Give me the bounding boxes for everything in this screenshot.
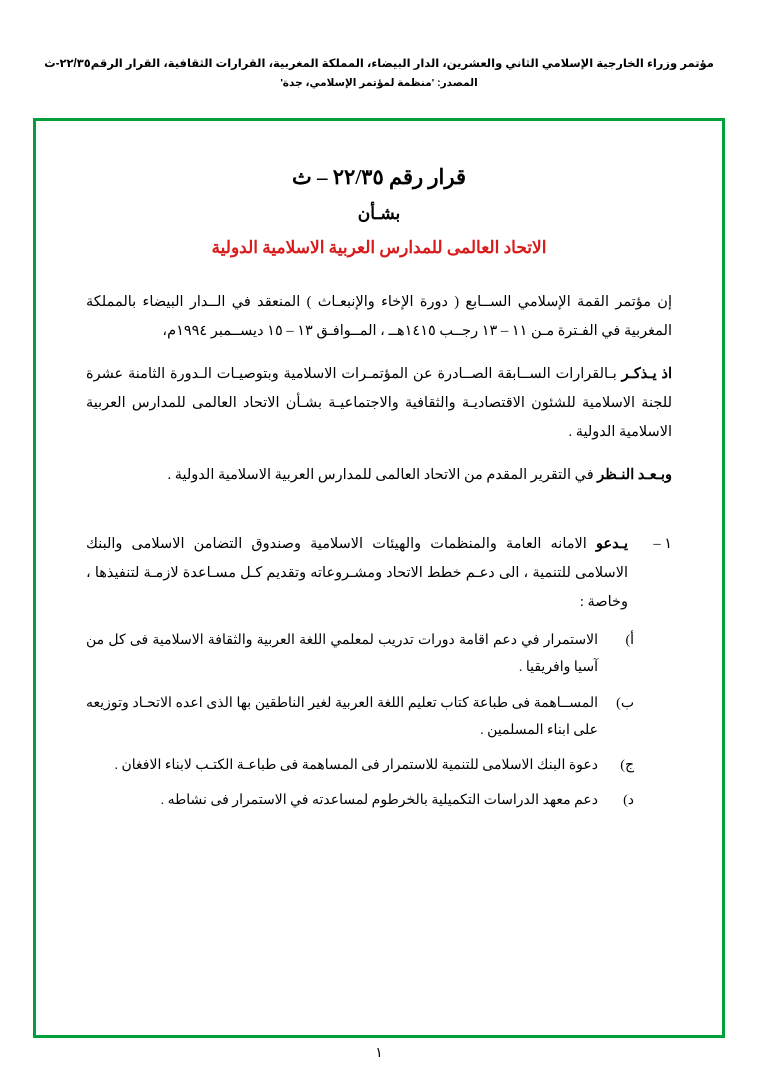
clause-body-text: الامانه العامة والمنظمات والهيئات الاسلامية وصندوق التضامن الاسلامى والبنك الاسلامى للتنمية ، الى دعـم خطط الاتحاد ومشـروعاته وتقديم كـل مسـاعدة لازمـة لتنفيذها ، وخاصة : [86,536,628,610]
resolution-regarding-label: بشـأن [357,204,401,223]
recall-paragraph [80,360,678,447]
subitem-letter: أ) [625,633,634,648]
recall-body-text: بـالقرارات الســابقة الصــادرة عن المؤتمـرات الاسلامية وبتوصيـات الـدورة الثامنة عشرة للجنة الاسلامية للشئون الاقتصاديـة والثقافية والاجتماعيـة بشـأن الاتحاد العالمى للمدارس العربية الاسلامية الدولية . [86,366,672,440]
header-line-source-organization: المصدر: 'منظمة لمؤتمر الإسلامي، جدة' [280,76,478,89]
page-number: ١ [375,1046,383,1061]
document-body [36,121,722,1035]
resolution-number-title: قرار رقم ٢٢/٣٥ – ث [292,165,466,189]
consideration-lead-phrase: وبـعـد النـظر [597,467,672,483]
list-item [80,627,678,682]
clause-text [86,530,628,617]
preamble-paragraph: إن مؤتمر القمة الإسلامي الســابع ( دورة الإخاء والإنبعـاث ) المنعقد في الــدار البيضاء بالمملكة المغربية في الفـترة مـن ١١ – ١٣ رجــب ١٤١٥هــ ، المــوافـق ١٣ – ١٥ ديســمبر ١٩٩٤م، [86,294,672,339]
consideration-paragraph [80,461,678,490]
header-line-source-conference: مؤتمر وزراء الخارجية الإسلامي الثاني والعشرين، الدار البيضاء، المملكة المغربية، القرارات الثقافية، القرار الرقم٢٢/٣٥-ث [44,58,714,70]
resolution-subject-title: الاتحاد العالمى للمدارس العربية الاسلامية الدولية [211,238,547,257]
list-item [80,752,678,779]
subitem-text: دعم معهد الدراسات التكميلية بالخرطوم لمساعدته في الاستمرار فى نشاطه . [160,793,598,809]
subitem-text: المســاهمة فى طباعة كتاب تعليم اللغة العربية لغير الناطقين بها الذى اعده الاتحـاد وتوزيعه على ابناء المسلمين . [86,695,598,738]
clause-lead-verb: يـدعو [595,536,629,552]
document-header [0,55,758,92]
recall-lead-phrase: اذ يـذكـر [621,366,673,382]
clause-item [80,530,678,617]
list-item [80,787,678,814]
list-item [80,690,678,745]
clause-number: ١ – [653,536,672,552]
subitem-letter: د) [623,793,634,809]
subitem-letter: ج) [620,758,634,774]
green-border-frame [33,118,725,1038]
section-spacer [80,504,678,530]
subitem-text: دعوة البنك الاسلامى للتنمية للاستمرار فى المساهمة فى طباعـة الكتـب لابناء الافغان . [114,758,598,774]
subitem-letter: ب) [616,695,634,711]
consideration-body-text: في التقرير المقدم من الاتحاد العالمى للمدارس العربية الاسلامية الدولية . [167,467,594,483]
subitem-text: الاستمرار في دعم اقامة دورات تدريب لمعلمي اللغة العربية والثقافة الاسلامية فى كل من آسيا وافريقيا . [86,633,598,676]
